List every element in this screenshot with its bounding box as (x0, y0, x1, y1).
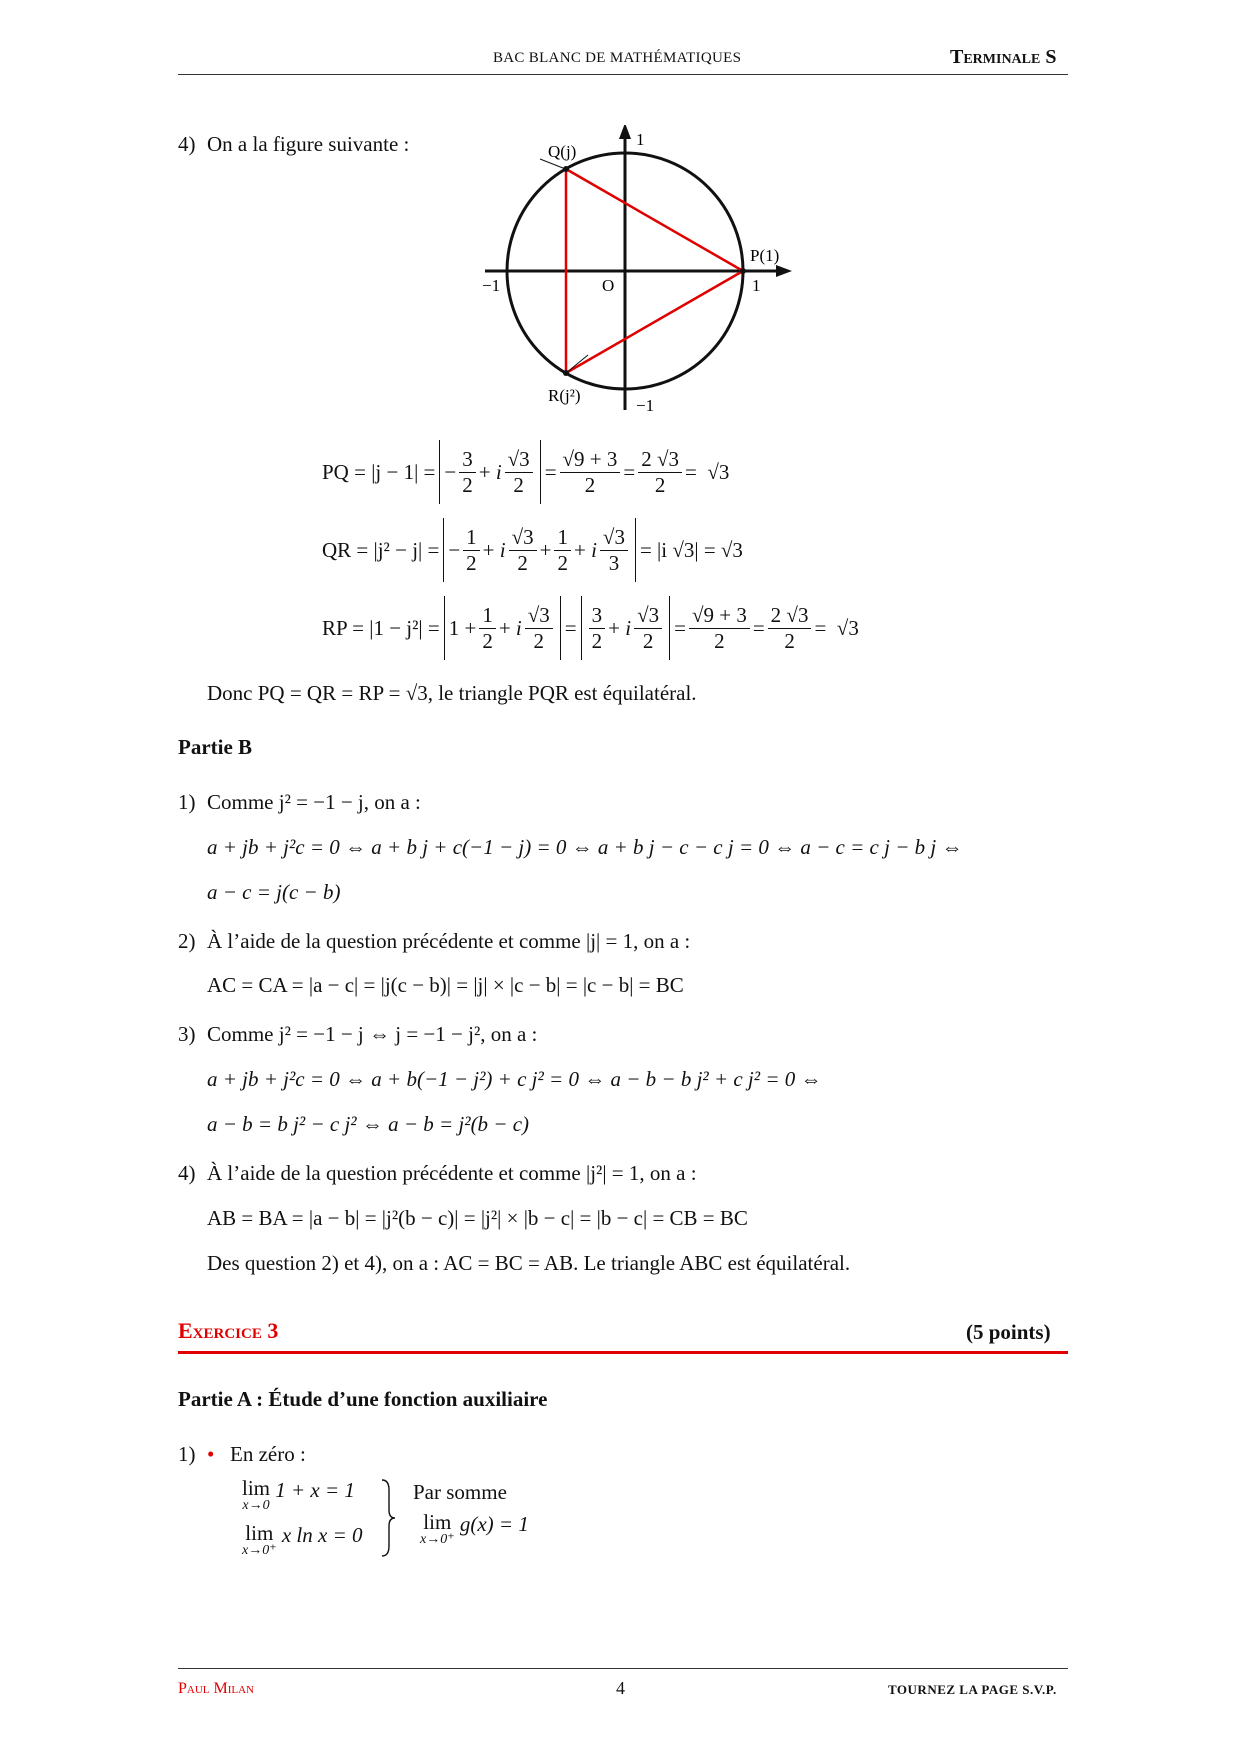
label-origin: O (602, 276, 615, 295)
x-axis-arrow (776, 265, 792, 277)
rp-result: √3 (836, 615, 859, 640)
qr-lhs: QR = |j² − j| = (322, 537, 440, 562)
rp-frac4: $\frac{√3}{2}$ (634, 603, 662, 652)
triangle-side-rp (566, 271, 743, 373)
eq-rp: RP = |1 − j²| = 1 + $\frac{1}{2}$ + i $\frac{√3}{2}$ = $\frac{3}{2}$ + i $\frac{√3}{2}$ = $\frac{√9 + 3}{2}$ = $\frac{2 √3}{2}$ = √3 (322, 596, 859, 660)
eq-qr: QR = |j² − j| = − $\frac{1}{2}$ + i $\frac{√3}{2}$ + $\frac{1}{2}$ + i $\frac{√3}{3}$ = |i √3| = √3 (322, 518, 743, 582)
b4-line2: AB = BA = |a − b| = |j²(b − c)| = |j²| × |b − c| = |b − c| = CB = BC (207, 1206, 748, 1230)
rp-frac2: $\frac{√3}{2}$ (525, 603, 553, 652)
footer-page-number: 4 (616, 1678, 625, 1698)
exercise-3-points: (5 points) (966, 1320, 1051, 1344)
b3-line2: a + jb + j²c = 0 ⇔ a + b(−1 − j²) + c j² = 0 ⇔ a − b − b j² + c j² = 0 ⇔ (207, 1067, 822, 1091)
qr-frac3: $\frac{1}{2}$ (554, 525, 571, 574)
footer-author: Paul Milan (178, 1680, 255, 1697)
b4-line1: À l’aide de la question précédente et comme |j²| = 1, on a : (207, 1161, 697, 1185)
b2-line2: AC = CA = |a − c| = |j(c − b)| = |j| × |c − b| = |c − b| = BC (207, 973, 684, 997)
triangle-side-qp (566, 169, 743, 271)
limit-2: lim x→0⁺ x ln x = 0 (242, 1521, 363, 1558)
rp-lhs: RP = |1 − j²| = (322, 615, 440, 640)
par-somme: Par somme (413, 1480, 507, 1504)
pq-frac2: $\frac{√3}{2}$ (505, 447, 533, 496)
exercise-3-rule (178, 1351, 1068, 1354)
rp-frac5: $\frac{√9 + 3}{2}$ (689, 603, 750, 652)
b1-line3: a − c = j(c − b) (207, 880, 341, 904)
pq-lhs: PQ = |j − 1| = (322, 459, 436, 484)
footer-rule (178, 1668, 1068, 1669)
a1-text: En zéro : (230, 1442, 306, 1466)
limit-1: lim x→0 1 + x = 1 (242, 1476, 355, 1513)
qr-frac2: $\frac{√3}{2}$ (509, 525, 537, 574)
b1-label: 1) (178, 790, 196, 814)
pq-frac1: $\frac{3}{2}$ (459, 447, 476, 496)
label-yneg: −1 (636, 396, 655, 415)
label-q: Q(j) (548, 142, 577, 161)
limit-3: lim x→0⁺ g(x) = 1 (420, 1510, 529, 1547)
label-p: P(1) (750, 246, 780, 265)
b3-label: 3) (178, 1022, 196, 1046)
brace (380, 1478, 396, 1558)
pq-frac4: $\frac{2 √3}{2}$ (638, 447, 682, 496)
qr-result: = |i √3| = √3 (639, 537, 743, 562)
eq-pq: PQ = |j − 1| = − $\frac{3}{2}$ + i $\frac{√3}{2}$ = $\frac{√9 + 3}{2}$ = $\frac{2 √3}{2}$ = √3 (322, 440, 729, 504)
partie-a-heading: Partie A : Étude d’une fonction auxiliaire (178, 1387, 548, 1411)
b3-line3: a − b = b j² − c j² ⇔ a − b = j²(b − c) (207, 1112, 530, 1136)
label-xpos: 1 (752, 276, 761, 295)
qr-frac4: $\frac{√3}{3}$ (600, 525, 628, 574)
rp-frac6: $\frac{2 √3}{2}$ (768, 603, 812, 652)
footer-turn-page: TOURNEZ LA PAGE S.V.P. (888, 1682, 1057, 1697)
label-xneg: −1 (482, 276, 501, 295)
b3-line1: Comme j² = −1 − j ⇔ j = −1 − j², on a : (207, 1022, 538, 1046)
q4-text: On a la figure suivante : (207, 132, 410, 156)
b1-line1: Comme j² = −1 − j, on a : (207, 790, 421, 814)
qr-frac1: $\frac{1}{2}$ (463, 525, 480, 574)
header-right: Terminale S (950, 46, 1057, 68)
b4-line3: Des question 2) et 4), on a : AC = BC = AB. Le triangle ABC est équilatéral. (207, 1251, 851, 1275)
partie-b-heading: Partie B (178, 735, 253, 759)
a1-label: 1) (178, 1442, 196, 1466)
pq-result: √3 (707, 459, 730, 484)
rp-frac1: $\frac{1}{2}$ (479, 603, 496, 652)
q4-label: 4) (178, 132, 196, 156)
b2-label: 2) (178, 929, 196, 953)
a1-bullet: • (207, 1442, 215, 1466)
b4-label: 4) (178, 1161, 196, 1185)
pq-frac3: $\frac{√9 + 3}{2}$ (560, 447, 621, 496)
exercise-3-title: Exercice 3 (178, 1318, 279, 1343)
point-p (740, 268, 746, 274)
unit-circle-figure (470, 125, 800, 415)
b2-line1: À l’aide de la question précédente et comme |j| = 1, on a : (207, 929, 691, 953)
header-rule (178, 74, 1068, 75)
label-ypos: 1 (636, 130, 645, 149)
y-axis-arrow (619, 125, 631, 139)
header-title: BAC BLANC DE MATHÉMATIQUES (493, 50, 742, 66)
rp-frac3: $\frac{3}{2}$ (589, 603, 606, 652)
tick-r (566, 355, 588, 373)
label-r: R(j²) (548, 386, 581, 405)
donc-line: Donc PQ = QR = RP = √3, le triangle PQR est équilatéral. (207, 681, 697, 705)
b1-line2: a + jb + j²c = 0 ⇔ a + b j + c(−1 − j) = 0 ⇔ a + b j − c − c j = 0 ⇔ a − c = c j − b j ⇔ (207, 835, 963, 859)
